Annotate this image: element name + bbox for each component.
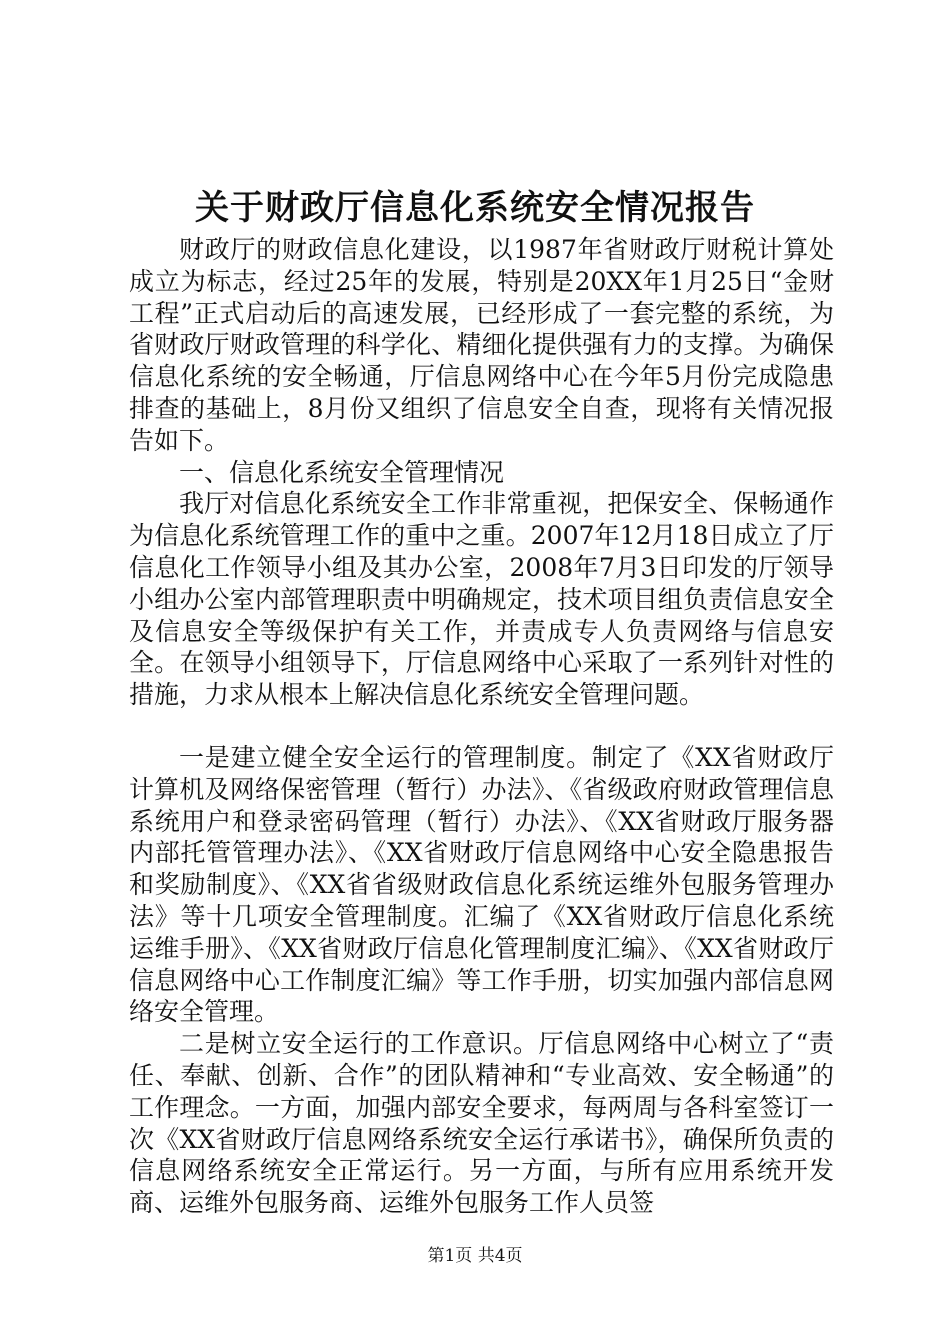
document-title: 关于财政厅信息化系统安全情况报告 <box>195 188 755 228</box>
page-footer: 第1页 共4页 <box>427 1246 523 1266</box>
document-body <box>129 234 834 1219</box>
paragraph-section-1-overview: 我厅对信息化系统安全工作非常重视，把保安全、保畅通作为信息化系统管理工作的重中之重。2007年12月18日成立了厅信息化工作领导小组及其办公室，2008年7月3日印发的厅领导小组办公室内部管理职责中明确规定，技术项目组负责信息安全及信息安全等级保护有关工作，并责成专人负责网络与信息安全。在领导小组领导下，厅信息网络中心采取了一系列针对性的措施，力求从根本上解决信息化系统安全管理问题。 <box>129 489 834 710</box>
paragraph-intro: 财政厅的财政信息化建设，以1987年省财政厅财税计算处成立为标志，经过25年的发展，特别是20XX年1月25日“金财工程”正式启动后的高速发展，已经形成了一套完整的系统，为省财政厅财政管理的科学化、精细化提供强有力的支撑。为确保信息化系统的安全畅通，厅信息网络中心在今年5月份完成隐患排查的基础上，8月份又组织了信息安全自查，现将有关情况报告如下。 <box>129 235 834 455</box>
paragraph-safety-awareness: 二是树立安全运行的工作意识。厅信息网络中心树立了“责任、奉献、创新、合作”的团队精神和“专业高效、安全畅通”的工作理念。一方面，加强内部安全要求，每两周与各科室签订一次《XX省财政厅信息网络系统安全运行承诺书》，确保所负责的信息网络系统安全正常运行。另一方面，与所有应用系统开发商、运维外包服务商、运维外包服务工作人员签 <box>129 1029 834 1218</box>
paragraph-management-rules: 一是建立健全安全运行的管理制度。制定了《XX省财政厅计算机及网络保密管理（暂行）办法》、《省级政府财政管理信息系统用户和登录密码管理（暂行）办法》、《XX省财政厅服务器内部托管管理办法》、《XX省财政厅信息网络中心安全隐患报告和奖励制度》、《XX省省级财政信息化系统运维外包服务管理办法》等十几项安全管理制度。汇编了《XX省财政厅信息化系统运维手册》、《XX省财政厅信息化管理制度汇编》、《XX省财政厅信息网络中心工作制度汇编》等工作手册，切实加强内部信息网络安全管理。 <box>129 742 834 1027</box>
section-heading-1: 一、信息化系统安全管理情况 <box>179 457 505 487</box>
